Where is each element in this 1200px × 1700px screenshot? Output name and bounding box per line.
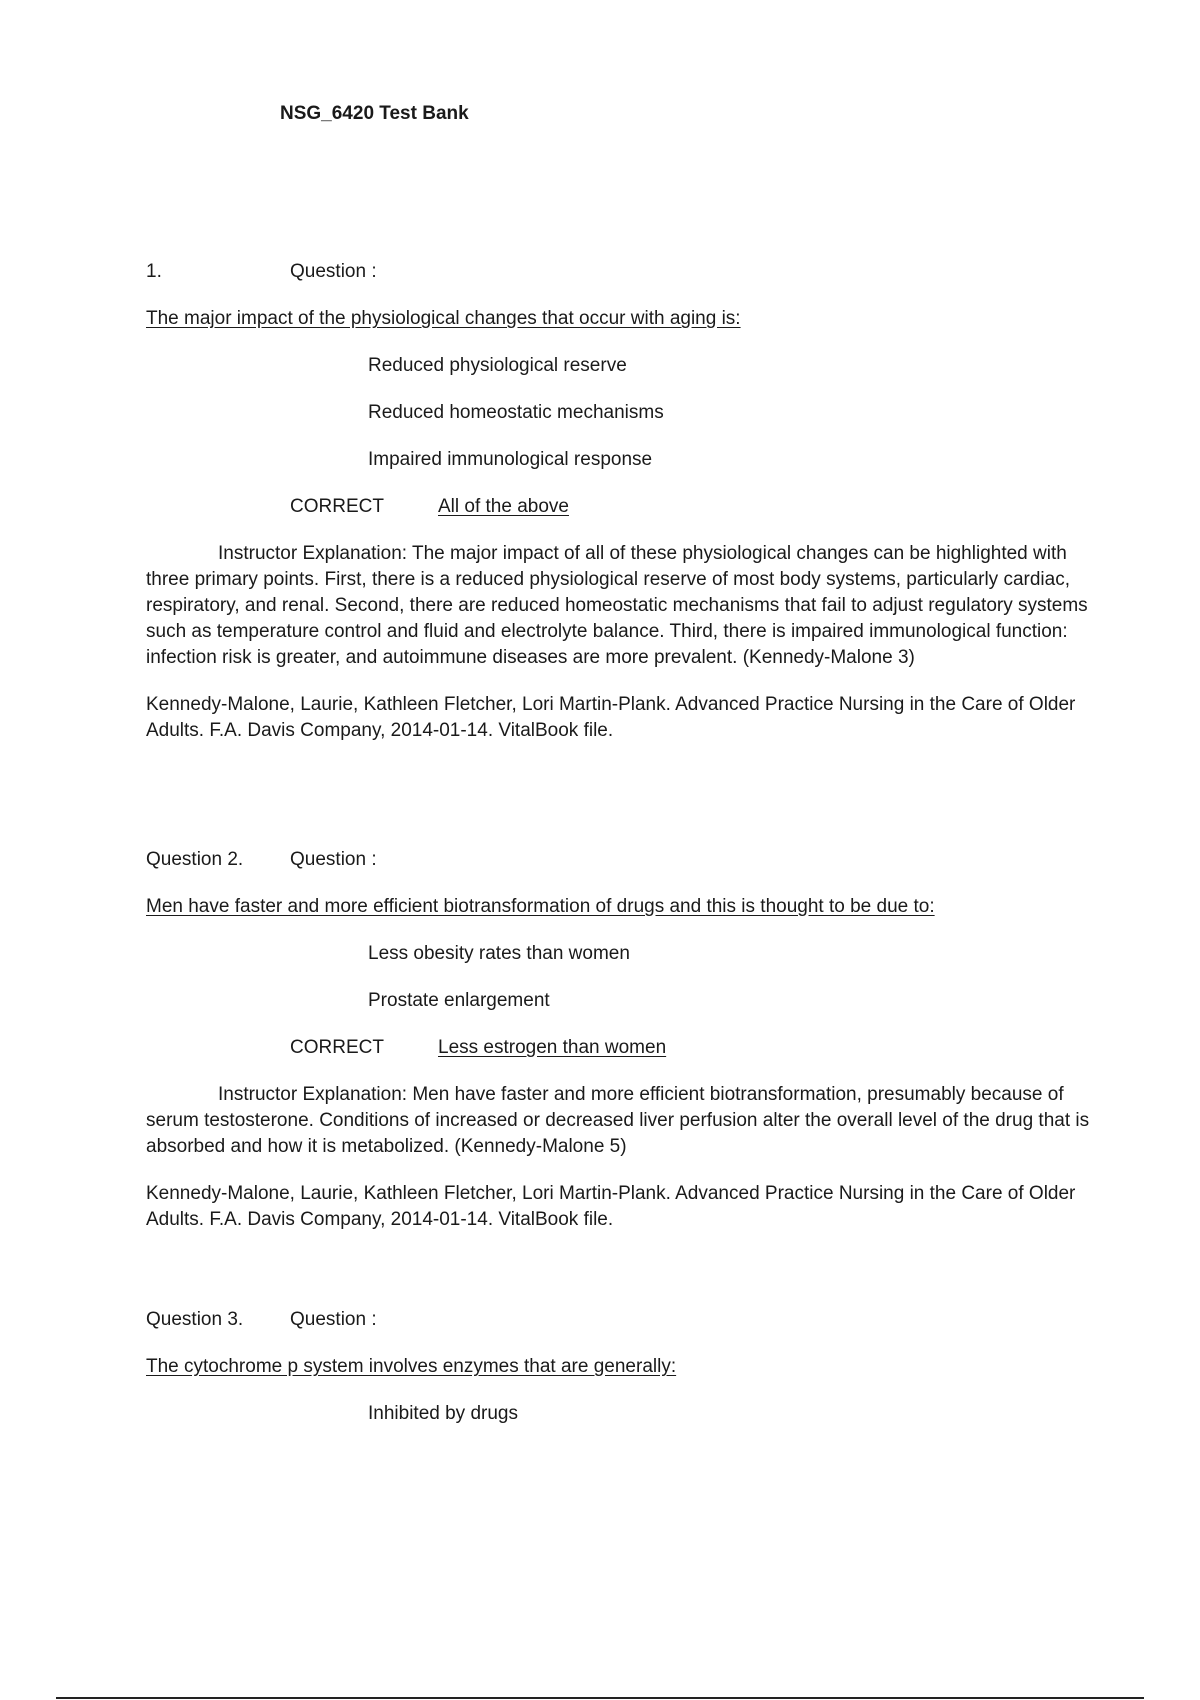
question-3 — [146, 1307, 1090, 1427]
option-list — [146, 353, 1090, 473]
answer-option: Reduced physiological reserve — [368, 355, 627, 376]
answer-option: Less obesity rates than women — [368, 943, 630, 964]
question-number: Question 2. — [146, 849, 244, 870]
question-header — [146, 847, 1090, 873]
question-number: 1. — [146, 261, 162, 282]
question-label: Question : — [290, 1309, 377, 1330]
question-header — [146, 259, 1090, 285]
question-stem: Men have faster and more efficient biotransformation of drugs and this is thought to be due to: — [146, 896, 935, 917]
document-title: NSG_6420 Test Bank — [280, 103, 469, 124]
question-stem: The major impact of the physiological changes that occur with aging is: — [146, 308, 741, 329]
answer-option: Impaired immunological response — [368, 449, 653, 470]
correct-tag: CORRECT — [290, 1037, 384, 1058]
question-number: Question 3. — [146, 1309, 244, 1330]
correct-answer: All of the above — [438, 496, 569, 517]
correct-tag: CORRECT — [290, 496, 384, 517]
page-bottom-rule — [56, 1697, 1144, 1699]
option-list — [146, 941, 1090, 1014]
citation: Kennedy-Malone, Laurie, Kathleen Fletcher, Lori Martin-Plank. Advanced Practice Nursing in the Care of Older Adults. F.A. Davis Company, 2014-01-14. VitalBook file. — [146, 694, 1076, 741]
instructor-explanation: Instructor Explanation: The major impact of all of these physiological changes can be highlighted with three primary points. First, there is a reduced physiological reserve of most body systems, particularly cardiac, respiratory, and renal. Second, there are reduced homeostatic mechanisms that fail to adjust regulatory systems such as temperature control and fluid and electrolyte balance. Third, there is impaired immunological function: infection risk is greater, and autoimmune diseases are more prevalent. (Kennedy-Malone 3) — [146, 543, 1088, 668]
question-stem: The cytochrome p system involves enzymes that are generally: — [146, 1356, 677, 1377]
question-header — [146, 1307, 1090, 1333]
question-1 — [146, 259, 1090, 744]
citation: Kennedy-Malone, Laurie, Kathleen Fletcher, Lori Martin-Plank. Advanced Practice Nursing in the Care of Older Adults. F.A. Davis Company, 2014-01-14. VitalBook file. — [146, 1183, 1076, 1230]
correct-answer: Less estrogen than women — [438, 1037, 667, 1058]
question-label: Question : — [290, 849, 377, 870]
correct-answer-row — [146, 1035, 1090, 1061]
question-2 — [146, 847, 1090, 1233]
question-label: Question : — [290, 261, 377, 282]
answer-option: Reduced homeostatic mechanisms — [368, 402, 664, 423]
correct-answer-row — [146, 494, 1090, 520]
answer-option: Inhibited by drugs — [368, 1403, 518, 1424]
instructor-explanation: Instructor Explanation: Men have faster and more efficient biotransformation, presumably because of serum testosterone. Conditions of increased or decreased liver perfusion alter the overall level of the drug that is absorbed and how it is metabolized. (Kennedy-Malone 5) — [146, 1084, 1090, 1157]
option-list — [146, 1401, 1090, 1427]
answer-option: Prostate enlargement — [368, 990, 550, 1011]
